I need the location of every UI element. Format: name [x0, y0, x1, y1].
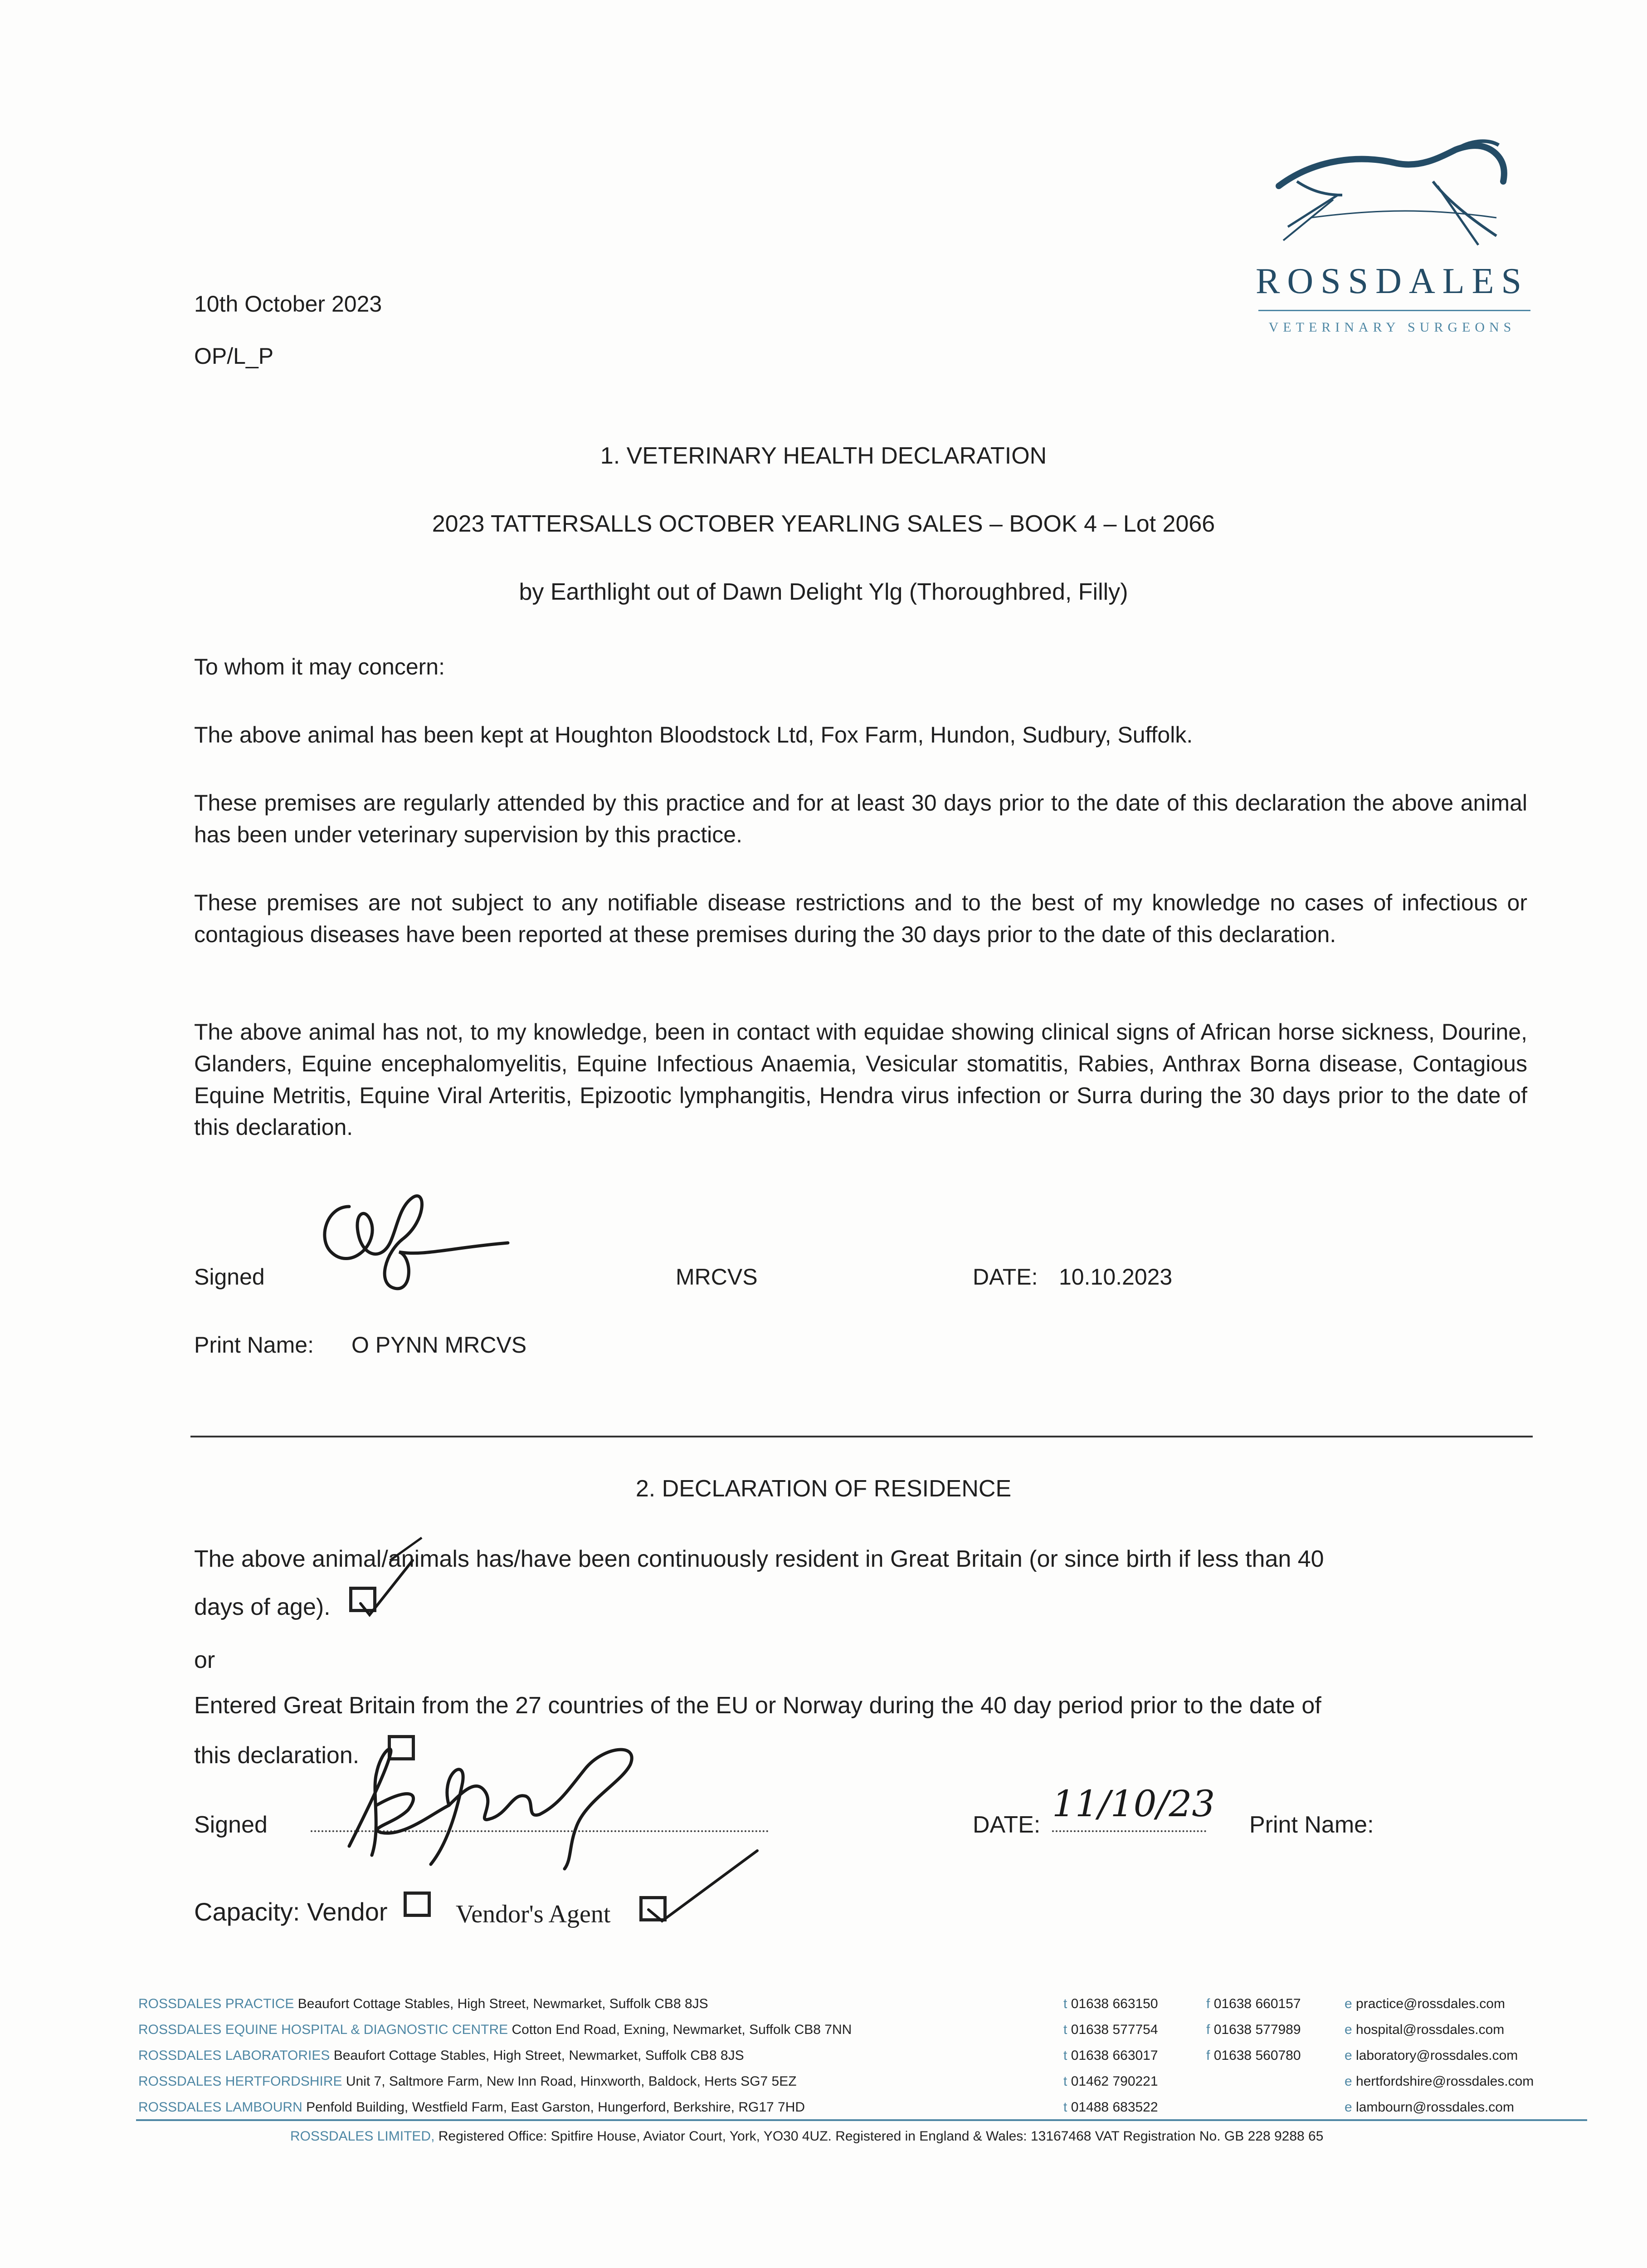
- print-name-value-1: O PYNN MRCVS: [351, 1332, 527, 1358]
- email-prefix: e: [1345, 2022, 1352, 2037]
- or-label: or: [194, 1647, 215, 1673]
- footer-office-tel: [1063, 1995, 1158, 2013]
- registered-office-line: [290, 2127, 1323, 2146]
- office-address: Beaufort Cottage Stables, High Street, Newmarket, Suffolk CB8 8JS: [297, 1996, 708, 2011]
- office-tel[interactable]: 01638 577754: [1071, 2022, 1158, 2037]
- footer-office-email: [1345, 2072, 1534, 2091]
- registered-office-text: Registered Office: Spitfire House, Aviator Court, York, YO30 4UZ. Registered in England & Wales: 13167468 VAT Registration No. GB 228 9288 65: [438, 2129, 1324, 2144]
- email-prefix: e: [1345, 1996, 1352, 2011]
- footer-office-tel: [1063, 2047, 1158, 2065]
- date-line: [1052, 1830, 1206, 1832]
- running-horse-icon: [1243, 132, 1542, 268]
- office-label: ROSSDALES LABORATORIES: [138, 2048, 330, 2063]
- mrcvs-label: MRCVS: [676, 1264, 758, 1290]
- salutation: To whom it may concern:: [194, 654, 445, 679]
- footer-divider: [136, 2119, 1587, 2121]
- office-tel[interactable]: 01638 663150: [1071, 1996, 1158, 2011]
- office-email[interactable]: laboratory@rossdales.com: [1356, 2048, 1518, 2063]
- email-prefix: e: [1345, 2048, 1352, 2063]
- paragraph-supervision: These premises are regularly attended by this practice and for at least 30 days prior to the date of this declaration the above animal has been under veterinary supervision by this practice.: [194, 790, 1527, 847]
- vendors-agent-label: Vendor's Agent: [456, 1900, 611, 1928]
- tel-prefix: t: [1063, 2100, 1067, 2115]
- office-address: Penfold Building, Westfield Farm, East Garston, Hungerford, Berkshire, RG17 7HD: [306, 2100, 805, 2115]
- footer-office-tel: [1063, 2021, 1158, 2039]
- fax-prefix: f: [1206, 2048, 1210, 2063]
- office-fax: 01638 560780: [1213, 2048, 1301, 2063]
- logo-subtitle: VETERINARY SURGEONS: [1268, 320, 1516, 335]
- office-tel[interactable]: 01462 790221: [1071, 2074, 1158, 2089]
- footer-office-email: [1345, 2021, 1504, 2039]
- tel-prefix: t: [1063, 2048, 1067, 2063]
- footer-office-row: [138, 1995, 708, 2013]
- paragraph-restrictions: These premises are not subject to any notifiable disease restrictions and to the best of my knowledge no cases of infectious or contagious diseases have been reported at these premises during the 30 days prior to the date of this declaration.: [194, 890, 1527, 947]
- footer-office-row: [138, 2021, 852, 2039]
- office-address: Cotton End Road, Exning, Newmarket, Suffolk CB8 7NN: [512, 2022, 852, 2037]
- footer-office-tel: [1063, 2072, 1158, 2091]
- office-email[interactable]: practice@rossdales.com: [1356, 1996, 1505, 2011]
- footer-office-email: [1345, 2047, 1518, 2065]
- office-label: ROSSDALES PRACTICE: [138, 1996, 294, 2011]
- email-prefix: e: [1345, 2100, 1352, 2115]
- office-email[interactable]: hospital@rossdales.com: [1356, 2022, 1505, 2037]
- vendor-checkbox[interactable]: [404, 1892, 431, 1917]
- section1-heading: 1. VETERINARY HEALTH DECLARATION: [600, 443, 1047, 469]
- footer-office-tel: [1063, 2098, 1158, 2116]
- paragraph-premises: The above animal has been kept at Houghton Bloodstock Ltd, Fox Farm, Hundon, Sudbury, Suffolk.: [194, 722, 1193, 748]
- date-handwritten: 11/10/23: [1052, 1783, 1215, 1825]
- reference-code: OP/L_P: [194, 343, 274, 369]
- vet-signature: [308, 1179, 526, 1297]
- vendor-signature: [313, 1737, 685, 1878]
- date-label-1: DATE:: [973, 1264, 1038, 1290]
- office-address: Beaufort Cottage Stables, High Street, Newmarket, Suffolk CB8 8JS: [333, 2048, 744, 2063]
- section2-heading: 2. DECLARATION OF RESIDENCE: [635, 1476, 1012, 1502]
- footer-office-email: [1345, 1995, 1505, 2013]
- tel-prefix: t: [1063, 2074, 1067, 2089]
- letter-date: 10th October 2023: [194, 291, 382, 317]
- email-prefix: e: [1345, 2074, 1352, 2089]
- signed-label-2: Signed: [194, 1812, 268, 1838]
- sale-title: 2023 TATTERSALLS OCTOBER YEARLING SALES – BOOK 4 – Lot 2066: [432, 511, 1215, 537]
- entered-text-line1: Entered Great Britain from the 27 countries of the EU or Norway during the 40 day period prior to the date of: [194, 1692, 1321, 1719]
- footer-office-row: [138, 2072, 797, 2091]
- signed-label-1: Signed: [194, 1264, 265, 1290]
- logo-wordmark: ROSSDALES: [1256, 261, 1529, 301]
- office-email[interactable]: lambourn@rossdales.com: [1356, 2100, 1514, 2115]
- office-email[interactable]: hertfordshire@rossdales.com: [1356, 2074, 1534, 2089]
- vendors-agent-check-mark: [635, 1842, 771, 1932]
- office-tel[interactable]: 01638 663017: [1071, 2048, 1158, 2063]
- tel-prefix: t: [1063, 2022, 1067, 2037]
- footer-office-row: [138, 2098, 805, 2116]
- resident-text-line1: The above animal/animals has/have been continuously resident in Great Britain (or since birth if less than 40: [194, 1546, 1324, 1572]
- capacity-label: Capacity: Vendor: [194, 1897, 388, 1926]
- tel-prefix: t: [1063, 1996, 1067, 2011]
- office-label: ROSSDALES EQUINE HOSPITAL & DIAGNOSTIC CENTRE: [138, 2022, 508, 2037]
- resident-text-line2: days of age).: [194, 1594, 331, 1620]
- footer-office-row: [138, 2047, 744, 2065]
- print-name-label-2: Print Name:: [1249, 1812, 1374, 1838]
- footer-office-email: [1345, 2098, 1514, 2116]
- logo-divider: [1258, 310, 1530, 311]
- footer-office-fax: [1206, 2047, 1301, 2065]
- office-label: ROSSDALES HERTFORDSHIRE: [138, 2074, 342, 2089]
- office-fax: 01638 660157: [1213, 1996, 1301, 2011]
- office-fax: 01638 577989: [1213, 2022, 1301, 2037]
- fax-prefix: f: [1206, 2022, 1210, 2037]
- footer-office-fax: [1206, 1995, 1301, 2013]
- office-address: Unit 7, Saltmore Farm, New Inn Road, Hinxworth, Baldock, Herts SG7 5EZ: [346, 2074, 797, 2089]
- registered-company-label: ROSSDALES LIMITED,: [290, 2129, 435, 2144]
- date-label-2: DATE:: [973, 1812, 1041, 1838]
- footer-office-fax: [1206, 2021, 1301, 2039]
- date-value-1: 10.10.2023: [1059, 1264, 1173, 1290]
- paragraph-contact: The above animal has not, to my knowledge, been in contact with equidae showing clinical signs of African horse sickness, Dourine, Glanders, Equine encephalomyelitis, Equine Infectious Anaemia, Vesicular stomatitis, Rabies, Anthrax Borna disease, Contagious Equine Metritis, Equine Viral Arteritis, Epizootic lymphangitis, Hendra virus infection or Surra during the 30 days prior to the date of this declaration.: [194, 1019, 1527, 1140]
- section-divider: [190, 1436, 1533, 1437]
- entered-text-line2: this declaration.: [194, 1742, 360, 1769]
- office-label: ROSSDALES LAMBOURN: [138, 2100, 302, 2115]
- print-name-label-1: Print Name:: [194, 1332, 314, 1358]
- strikethrough-mark: [381, 1533, 435, 1569]
- animal-description: by Earthlight out of Dawn Delight Ylg (Thoroughbred, Filly): [519, 579, 1128, 605]
- fax-prefix: f: [1206, 1996, 1210, 2011]
- office-tel[interactable]: 01488 683522: [1071, 2100, 1158, 2115]
